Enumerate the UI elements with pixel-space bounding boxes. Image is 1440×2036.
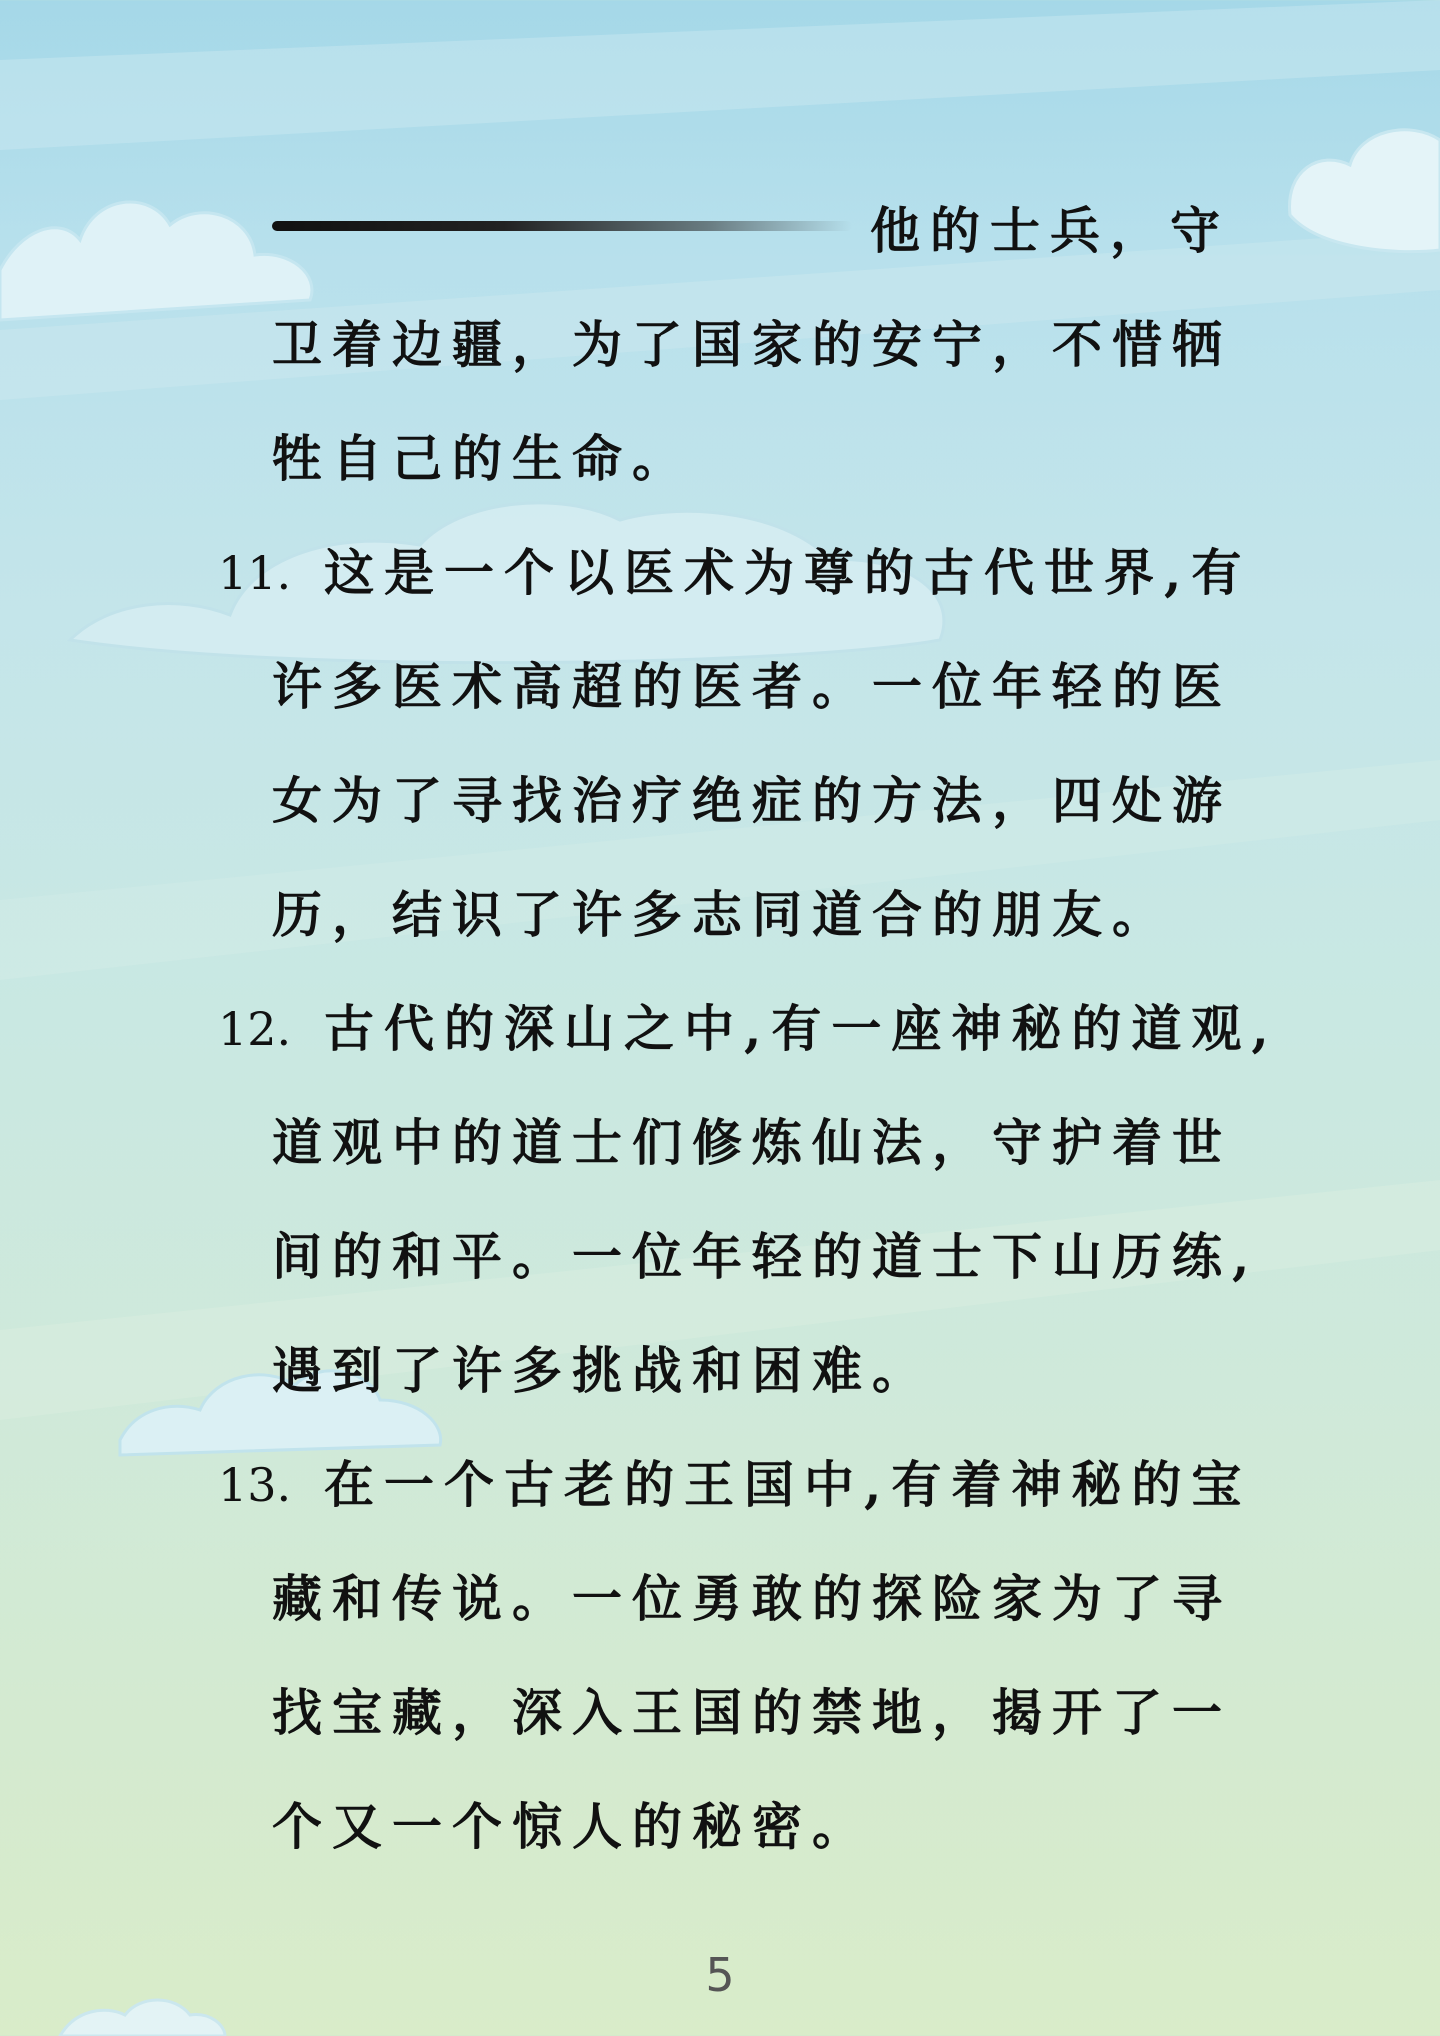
text-line: 遇到了许多挑战和困难。 [272, 1341, 932, 1400]
text-line: 在一个古老的王国中,有着神秘的宝 [324, 1455, 1252, 1514]
text-line: 他的士兵，守 [870, 201, 1230, 260]
text-line: 道观中的道士们修炼仙法，守护着世 [272, 1113, 1232, 1172]
text-line: 牲自己的生命。 [272, 429, 692, 488]
text-line: 许多医术高超的医者。一位年轻的医 [272, 657, 1232, 716]
item-number: 11. [218, 546, 292, 600]
item-number: 12. [218, 1002, 292, 1056]
text-line: 间的和平。一位年轻的道士下山历练, [272, 1227, 1260, 1286]
text-line: 找宝藏，深入王国的禁地，揭开了一 [272, 1683, 1232, 1742]
text-line: 这是一个以医术为尊的古代世界,有 [324, 543, 1252, 602]
page-number: 5 [705, 1948, 735, 2002]
text-line: 古代的深山之中,有一座神秘的道观, [324, 999, 1279, 1058]
text-line: 个又一个惊人的秘密。 [272, 1797, 872, 1856]
item-number: 13. [218, 1458, 292, 1512]
text-line: 藏和传说。一位勇敢的探险家为了寻 [272, 1569, 1232, 1628]
text-line: 历，结识了许多志同道合的朋友。 [272, 885, 1172, 944]
text-line: 女为了寻找治疗绝症的方法，四处游 [272, 771, 1232, 830]
fill-in-blank-dash [272, 221, 852, 231]
text-line: 卫着边疆，为了国家的安宁，不惜牺 [272, 315, 1232, 374]
